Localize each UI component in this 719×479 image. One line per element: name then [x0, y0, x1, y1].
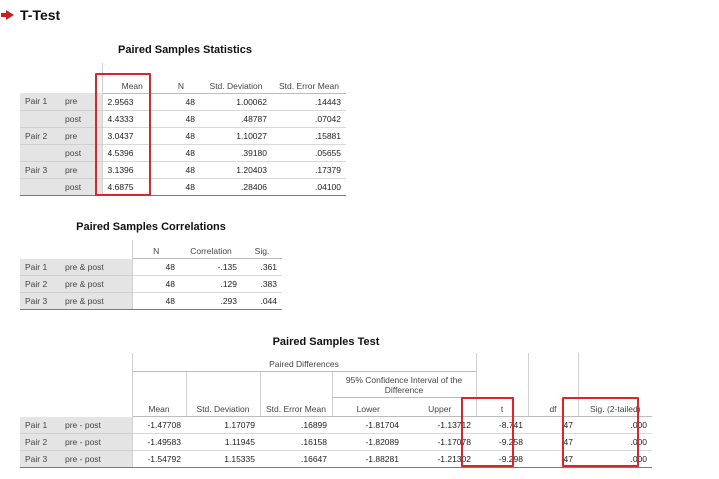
cell-std-error-mean: .16647: [260, 451, 332, 468]
row-pair-label: Pair 3: [20, 293, 60, 310]
cell-std-deviation: .28406: [200, 178, 272, 195]
row-pair-label: Pair 2: [20, 276, 60, 293]
cell-correlation: .129: [180, 276, 242, 293]
cell-std-error-mean: .14443: [272, 93, 346, 110]
paired-samples-correlations-table: [20, 240, 282, 310]
column-header-t: t: [476, 398, 528, 417]
table-row: [20, 127, 346, 144]
column-header-mean: Mean: [102, 63, 162, 93]
row-variable-label: pre - post: [60, 417, 132, 434]
row-variable-label: pre & post: [60, 293, 132, 310]
table-row: [20, 293, 282, 310]
table-row: [20, 93, 346, 110]
row-variable-label: pre & post: [60, 276, 132, 293]
column-header-sig-2-tailed: Sig. (2-tailed): [578, 398, 652, 417]
table-row: [20, 144, 346, 161]
correlations-table-title: Paired Samples Correlations: [76, 221, 226, 233]
row-variable-label: pre & post: [60, 259, 132, 276]
cell-mean: 2.9563: [102, 93, 162, 110]
cell-std-error-mean: .15881: [272, 127, 346, 144]
cell-mean: -1.49583: [132, 434, 186, 451]
column-header-n: N: [162, 63, 200, 93]
table-header-row: [20, 398, 652, 417]
cell-n: 48: [162, 144, 200, 161]
cell-std-error-mean: .16899: [260, 417, 332, 434]
cell-n: 48: [162, 161, 200, 178]
cell-t: -9.258: [476, 434, 528, 451]
table-header-row: [20, 63, 346, 93]
row-pair-label: [20, 178, 60, 195]
column-header-df: df: [528, 398, 578, 417]
page-title: T-Test: [20, 7, 61, 23]
row-variable-label: pre: [60, 127, 102, 144]
cell-mean: 4.4333: [102, 110, 162, 127]
cell-upper: -1.13712: [404, 417, 476, 434]
cell-sig-2-tailed: .000: [578, 451, 652, 468]
row-pair-label: Pair 2: [20, 127, 60, 144]
cell-std-deviation: 1.15335: [186, 451, 260, 468]
column-header-mean: Mean: [132, 398, 186, 417]
column-header-std-error-mean: Std. Error Mean: [260, 398, 332, 417]
cell-lower: -1.88281: [332, 451, 404, 468]
row-variable-label: pre - post: [60, 434, 132, 451]
stats-table-title: Paired Samples Statistics: [118, 44, 252, 56]
row-pair-label: Pair 1: [20, 417, 60, 434]
paired-samples-test-table: [20, 353, 652, 468]
cell-n: 48: [132, 276, 180, 293]
table-row: [20, 161, 346, 178]
row-pair-label: Pair 3: [20, 451, 60, 468]
row-variable-label: pre - post: [60, 451, 132, 468]
row-pair-label: Pair 3: [20, 161, 60, 178]
cell-mean: 4.6875: [102, 178, 162, 195]
column-header-std-deviation: Std. Deviation: [200, 63, 272, 93]
cell-std-deviation: 1.11945: [186, 434, 260, 451]
column-header-lower: Lower: [332, 398, 404, 417]
cell-std-error-mean: .04100: [272, 178, 346, 195]
row-pair-label: Pair 1: [20, 93, 60, 110]
cell-n: 48: [162, 110, 200, 127]
cell-mean: -1.54792: [132, 451, 186, 468]
cell-n: 48: [132, 293, 180, 310]
column-group-paired-differences: Paired Differences: [132, 353, 476, 372]
cell-mean: 3.0437: [102, 127, 162, 144]
cell-std-error-mean: .16158: [260, 434, 332, 451]
cell-upper: -1.17078: [404, 434, 476, 451]
cell-std-deviation: 1.20403: [200, 161, 272, 178]
row-variable-label: post: [60, 144, 102, 161]
test-table-title: Paired Samples Test: [272, 336, 380, 348]
column-header-upper: Upper: [404, 398, 476, 417]
cell-sig: .383: [242, 276, 282, 293]
mean-column-highlight: [95, 73, 151, 196]
cell-std-deviation: 1.17079: [186, 417, 260, 434]
cell-n: 48: [132, 259, 180, 276]
column-header-correlation: Correlation: [180, 240, 242, 259]
cell-sig: .361: [242, 259, 282, 276]
cell-std-error-mean: .17379: [272, 161, 346, 178]
cell-mean: 3.1396: [102, 161, 162, 178]
row-variable-label: pre: [60, 161, 102, 178]
cell-std-deviation: 1.00062: [200, 93, 272, 110]
cell-upper: -1.21302: [404, 451, 476, 468]
cell-std-deviation: .39180: [200, 144, 272, 161]
table-row: [20, 276, 282, 293]
table-row: [20, 451, 652, 468]
cell-mean: -1.47708: [132, 417, 186, 434]
cell-mean: 4.5396: [102, 144, 162, 161]
cell-n: 48: [162, 127, 200, 144]
table-row: [20, 417, 652, 434]
table-row: [20, 434, 652, 451]
table-header-row: [20, 240, 282, 259]
paired-samples-statistics-table: [20, 63, 346, 196]
cell-std-error-mean: .05655: [272, 144, 346, 161]
table-header-row: [20, 372, 652, 398]
cell-n: 48: [162, 178, 200, 195]
table-row: [20, 178, 346, 195]
row-pair-label: [20, 110, 60, 127]
cell-t: -8.741: [476, 417, 528, 434]
row-pair-label: Pair 1: [20, 259, 60, 276]
column-header-std-deviation: Std. Deviation: [186, 398, 260, 417]
ttest-heading: [6, 6, 60, 24]
row-pair-label: Pair 2: [20, 434, 60, 451]
cell-sig-2-tailed: .000: [578, 417, 652, 434]
row-variable-label: pre: [60, 93, 102, 110]
row-variable-label: post: [60, 178, 102, 195]
cell-t: -9.298: [476, 451, 528, 468]
column-header-n: N: [132, 240, 180, 259]
column-header-sig: Sig.: [242, 240, 282, 259]
row-pair-label: [20, 144, 60, 161]
table-row: [20, 259, 282, 276]
cell-sig: .044: [242, 293, 282, 310]
row-variable-label: post: [60, 110, 102, 127]
cell-lower: -1.82089: [332, 434, 404, 451]
table-row: [20, 110, 346, 127]
cell-correlation: -.135: [180, 259, 242, 276]
cell-std-error-mean: .07042: [272, 110, 346, 127]
t-column-highlight: [461, 397, 514, 467]
sig-column-highlight: [562, 397, 639, 467]
cell-std-deviation: 1.10027: [200, 127, 272, 144]
cell-df: 47: [528, 434, 578, 451]
cell-df: 47: [528, 417, 578, 434]
cell-sig-2-tailed: .000: [578, 434, 652, 451]
cell-lower: -1.81704: [332, 417, 404, 434]
cell-correlation: .293: [180, 293, 242, 310]
cell-std-deviation: .48787: [200, 110, 272, 127]
cell-n: 48: [162, 93, 200, 110]
table-header-row: [20, 353, 652, 372]
arrow-right-icon: [6, 10, 14, 20]
column-group-confidence-interval: 95% Confidence Interval of the Difference: [332, 372, 476, 398]
cell-df: 47: [528, 451, 578, 468]
column-header-std-error-mean: Std. Error Mean: [272, 63, 346, 93]
